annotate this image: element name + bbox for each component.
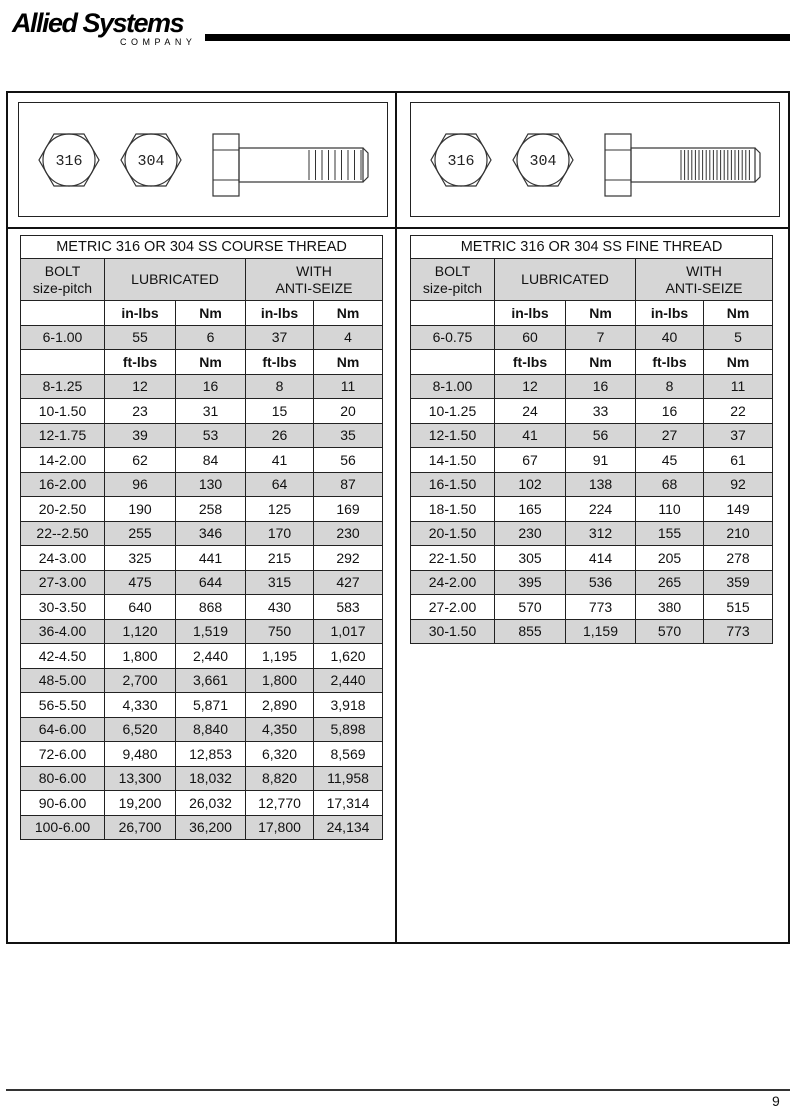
- torque-cell: 2,700: [105, 668, 176, 693]
- table-row: [21, 815, 383, 840]
- torque-cell: 773: [704, 619, 773, 644]
- torque-cell: 24: [495, 399, 566, 424]
- table-title: METRIC 316 OR 304 SS COURSE THREAD: [21, 236, 383, 259]
- col-header-bolt: BOLT size-pitch: [21, 259, 105, 301]
- unit-cell: Nm: [704, 350, 773, 375]
- table-row: [411, 497, 773, 522]
- col-header-anti-seize: WITH ANTI-SEIZE: [636, 259, 773, 301]
- bolt-size-cell: 22-1.50: [411, 546, 495, 571]
- torque-cell: 56: [314, 448, 383, 473]
- bolt-size-cell: 6-1.00: [21, 325, 105, 350]
- torque-cell: 230: [314, 521, 383, 546]
- bolt-size-cell: 12-1.50: [411, 423, 495, 448]
- bolt-drawing-coarse: [18, 102, 388, 217]
- torque-cell: 2,890: [246, 693, 314, 718]
- table-row: [21, 546, 383, 571]
- torque-cell: 33: [566, 399, 636, 424]
- col-header-lubricated: LUBRICATED: [105, 259, 246, 301]
- unit-cell: in-lbs: [636, 301, 704, 326]
- torque-cell: 6,520: [105, 717, 176, 742]
- torque-cell: 6: [176, 325, 246, 350]
- torque-cell: 41: [495, 423, 566, 448]
- unit-cell: Nm: [176, 301, 246, 326]
- bolt-size-cell: 80-6.00: [21, 766, 105, 791]
- bolt-size-cell: 14-2.00: [21, 448, 105, 473]
- units-row-in-lbs: [21, 301, 383, 326]
- table-row: [411, 570, 773, 595]
- torque-cell: 12: [105, 374, 176, 399]
- torque-cell: 395: [495, 570, 566, 595]
- torque-cell: 570: [636, 619, 704, 644]
- fine-thread-torque-table: [410, 235, 773, 644]
- torque-cell: 210: [704, 521, 773, 546]
- torque-cell: 1,159: [566, 619, 636, 644]
- torque-cell: 2,440: [314, 668, 383, 693]
- torque-cell: 23: [105, 399, 176, 424]
- table-row: [411, 374, 773, 399]
- torque-cell: 67: [495, 448, 566, 473]
- torque-cell: 16: [566, 374, 636, 399]
- table-row: [21, 497, 383, 522]
- col-header-lubricated: LUBRICATED: [495, 259, 636, 301]
- torque-cell: 149: [704, 497, 773, 522]
- bolt-drawing-fine: [410, 102, 780, 217]
- coarse-thread-torque-table: [20, 235, 383, 840]
- unit-cell: ft-lbs: [105, 350, 176, 375]
- torque-cell: 87: [314, 472, 383, 497]
- torque-cell: 4: [314, 325, 383, 350]
- torque-cell: 12,770: [246, 791, 314, 816]
- torque-cell: 8,840: [176, 717, 246, 742]
- torque-cell: 312: [566, 521, 636, 546]
- bolt-size-cell: 8-1.25: [21, 374, 105, 399]
- torque-cell: 17,800: [246, 815, 314, 840]
- torque-cell: 62: [105, 448, 176, 473]
- torque-cell: 215: [246, 546, 314, 571]
- torque-cell: 475: [105, 570, 176, 595]
- unit-cell: in-lbs: [105, 301, 176, 326]
- bolt-size-cell: 48-5.00: [21, 668, 105, 693]
- torque-cell: 17,314: [314, 791, 383, 816]
- torque-cell: 91: [566, 448, 636, 473]
- table-row: [411, 521, 773, 546]
- torque-cell: 31: [176, 399, 246, 424]
- torque-cell: 380: [636, 595, 704, 620]
- torque-cell: 45: [636, 448, 704, 473]
- unit-cell: Nm: [314, 301, 383, 326]
- unit-cell: ft-lbs: [495, 350, 566, 375]
- torque-cell: 868: [176, 595, 246, 620]
- torque-cell: 22: [704, 399, 773, 424]
- torque-cell: 9,480: [105, 742, 176, 767]
- units-blank: [21, 301, 105, 326]
- bolt-size-cell: 14-1.50: [411, 448, 495, 473]
- unit-cell: in-lbs: [495, 301, 566, 326]
- torque-cell: 16: [636, 399, 704, 424]
- page-number: 9: [772, 1093, 780, 1109]
- torque-cell: 11,958: [314, 766, 383, 791]
- torque-cell: 644: [176, 570, 246, 595]
- torque-cell: 24,134: [314, 815, 383, 840]
- bolt-size-cell: 6-0.75: [411, 325, 495, 350]
- table-row: [21, 693, 383, 718]
- bolt-size-cell: 12-1.75: [21, 423, 105, 448]
- torque-cell: 165: [495, 497, 566, 522]
- torque-cell: 1,620: [314, 644, 383, 669]
- col-header-bolt: BOLT size-pitch: [411, 259, 495, 301]
- torque-cell: 1,195: [246, 644, 314, 669]
- logo-subtitle: COMPANY: [120, 37, 197, 47]
- table-row: [411, 472, 773, 497]
- unit-cell: ft-lbs: [246, 350, 314, 375]
- bolt-size-cell: 30-1.50: [411, 619, 495, 644]
- torque-cell: 39: [105, 423, 176, 448]
- torque-cell: 41: [246, 448, 314, 473]
- footer-rule: [6, 1089, 790, 1091]
- torque-cell: 102: [495, 472, 566, 497]
- bolt-size-cell: 72-6.00: [21, 742, 105, 767]
- table-row: [21, 423, 383, 448]
- bolt-size-cell: 16-2.00: [21, 472, 105, 497]
- hex-label-304: 304: [529, 153, 557, 170]
- bolt-size-cell: 64-6.00: [21, 717, 105, 742]
- torque-cell: 68: [636, 472, 704, 497]
- torque-cell: 305: [495, 546, 566, 571]
- torque-cell: 230: [495, 521, 566, 546]
- bolt-size-cell: 18-1.50: [411, 497, 495, 522]
- torque-cell: 8,820: [246, 766, 314, 791]
- torque-cell: 37: [246, 325, 314, 350]
- table-row: [21, 521, 383, 546]
- unit-cell: Nm: [704, 301, 773, 326]
- bolt-size-cell: 22--2.50: [21, 521, 105, 546]
- bolt-size-cell: 56-5.50: [21, 693, 105, 718]
- torque-cell: 8: [636, 374, 704, 399]
- torque-cell: 315: [246, 570, 314, 595]
- hex-nut-304-icon: [513, 134, 573, 186]
- torque-cell: 3,918: [314, 693, 383, 718]
- table-row: [21, 668, 383, 693]
- table-row: [411, 619, 773, 644]
- unit-cell: Nm: [566, 350, 636, 375]
- table-row: [21, 717, 383, 742]
- torque-cell: 258: [176, 497, 246, 522]
- torque-cell: 37: [704, 423, 773, 448]
- torque-cell: 515: [704, 595, 773, 620]
- table-row: [411, 423, 773, 448]
- table-row: [411, 325, 773, 350]
- table-row: [21, 325, 383, 350]
- torque-cell: 427: [314, 570, 383, 595]
- bolt-size-cell: 27-2.00: [411, 595, 495, 620]
- table-row: [21, 472, 383, 497]
- bolt-side-view-icon: [213, 134, 368, 196]
- hex-nut-304-icon: [121, 134, 181, 186]
- hex-label-304: 304: [137, 153, 165, 170]
- torque-cell: 6,320: [246, 742, 314, 767]
- torque-cell: 1,017: [314, 619, 383, 644]
- torque-cell: 346: [176, 521, 246, 546]
- torque-cell: 292: [314, 546, 383, 571]
- center-divider: [395, 91, 397, 944]
- unit-cell: Nm: [314, 350, 383, 375]
- units-row-ft-lbs: [21, 350, 383, 375]
- table-row: [21, 742, 383, 767]
- header-rule: [205, 34, 790, 41]
- units-blank: [21, 350, 105, 375]
- torque-cell: 325: [105, 546, 176, 571]
- torque-cell: 359: [704, 570, 773, 595]
- table-row: [21, 766, 383, 791]
- bolt-size-cell: 90-6.00: [21, 791, 105, 816]
- units-blank: [411, 350, 495, 375]
- table-row: [411, 399, 773, 424]
- torque-cell: 1,120: [105, 619, 176, 644]
- torque-cell: 110: [636, 497, 704, 522]
- bolt-size-cell: 36-4.00: [21, 619, 105, 644]
- torque-cell: 36,200: [176, 815, 246, 840]
- unit-cell: Nm: [176, 350, 246, 375]
- units-blank: [411, 301, 495, 326]
- torque-cell: 430: [246, 595, 314, 620]
- torque-cell: 26,032: [176, 791, 246, 816]
- torque-cell: 265: [636, 570, 704, 595]
- torque-cell: 16: [176, 374, 246, 399]
- torque-cell: 8,569: [314, 742, 383, 767]
- torque-cell: 205: [636, 546, 704, 571]
- table-row: [21, 791, 383, 816]
- torque-cell: 255: [105, 521, 176, 546]
- drawing-separator: [6, 227, 790, 229]
- torque-cell: 84: [176, 448, 246, 473]
- torque-cell: 12,853: [176, 742, 246, 767]
- logo-wordmark: Allied Systems: [12, 8, 184, 38]
- torque-cell: 1,800: [246, 668, 314, 693]
- torque-cell: 570: [495, 595, 566, 620]
- torque-cell: 536: [566, 570, 636, 595]
- torque-cell: 35: [314, 423, 383, 448]
- torque-cell: 19,200: [105, 791, 176, 816]
- torque-cell: 13,300: [105, 766, 176, 791]
- table-row: [21, 595, 383, 620]
- torque-cell: 7: [566, 325, 636, 350]
- bolt-size-cell: 42-4.50: [21, 644, 105, 669]
- table-row: [411, 595, 773, 620]
- torque-cell: 1,519: [176, 619, 246, 644]
- torque-cell: 53: [176, 423, 246, 448]
- torque-cell: 3,661: [176, 668, 246, 693]
- unit-cell: in-lbs: [246, 301, 314, 326]
- bolt-size-cell: 10-1.25: [411, 399, 495, 424]
- bolt-size-cell: 8-1.00: [411, 374, 495, 399]
- torque-cell: 26: [246, 423, 314, 448]
- torque-cell: 583: [314, 595, 383, 620]
- torque-cell: 8: [246, 374, 314, 399]
- table-row: [21, 399, 383, 424]
- torque-cell: 55: [105, 325, 176, 350]
- hex-label-316: 316: [55, 153, 83, 170]
- torque-cell: 18,032: [176, 766, 246, 791]
- bolt-size-cell: 100-6.00: [21, 815, 105, 840]
- bolt-size-cell: 30-3.50: [21, 595, 105, 620]
- torque-cell: 130: [176, 472, 246, 497]
- bolt-side-view-icon: [605, 134, 760, 196]
- torque-cell: 61: [704, 448, 773, 473]
- hex-label-316: 316: [447, 153, 475, 170]
- torque-cell: 11: [704, 374, 773, 399]
- bolt-size-cell: 20-1.50: [411, 521, 495, 546]
- torque-cell: 5,871: [176, 693, 246, 718]
- units-row-in-lbs: [411, 301, 773, 326]
- unit-cell: ft-lbs: [636, 350, 704, 375]
- torque-cell: 224: [566, 497, 636, 522]
- torque-cell: 56: [566, 423, 636, 448]
- unit-cell: Nm: [566, 301, 636, 326]
- torque-cell: 5: [704, 325, 773, 350]
- table-row: [411, 448, 773, 473]
- torque-cell: 11: [314, 374, 383, 399]
- torque-cell: 26,700: [105, 815, 176, 840]
- torque-cell: 773: [566, 595, 636, 620]
- torque-cell: 190: [105, 497, 176, 522]
- units-row-ft-lbs: [411, 350, 773, 375]
- torque-cell: 155: [636, 521, 704, 546]
- table-row: [21, 448, 383, 473]
- bolt-size-cell: 16-1.50: [411, 472, 495, 497]
- torque-cell: 64: [246, 472, 314, 497]
- torque-cell: 169: [314, 497, 383, 522]
- bolt-size-cell: 24-2.00: [411, 570, 495, 595]
- torque-cell: 4,350: [246, 717, 314, 742]
- torque-cell: 40: [636, 325, 704, 350]
- table-row: [21, 374, 383, 399]
- torque-cell: 278: [704, 546, 773, 571]
- col-header-anti-seize: WITH ANTI-SEIZE: [246, 259, 383, 301]
- torque-cell: 20: [314, 399, 383, 424]
- table-row: [21, 619, 383, 644]
- torque-cell: 125: [246, 497, 314, 522]
- torque-cell: 855: [495, 619, 566, 644]
- bolt-size-cell: 24-3.00: [21, 546, 105, 571]
- table-row: [21, 644, 383, 669]
- torque-cell: 60: [495, 325, 566, 350]
- hex-nut-316-icon: [39, 134, 99, 186]
- torque-cell: 1,800: [105, 644, 176, 669]
- torque-cell: 4,330: [105, 693, 176, 718]
- torque-cell: 441: [176, 546, 246, 571]
- table-row: [411, 546, 773, 571]
- torque-cell: 5,898: [314, 717, 383, 742]
- hex-nut-316-icon: [431, 134, 491, 186]
- torque-cell: 96: [105, 472, 176, 497]
- torque-cell: 414: [566, 546, 636, 571]
- torque-cell: 2,440: [176, 644, 246, 669]
- table-row: [21, 570, 383, 595]
- table-title: METRIC 316 OR 304 SS FINE THREAD: [411, 236, 773, 259]
- bolt-size-cell: 27-3.00: [21, 570, 105, 595]
- torque-cell: 640: [105, 595, 176, 620]
- torque-cell: 15: [246, 399, 314, 424]
- bolt-size-cell: 20-2.50: [21, 497, 105, 522]
- bolt-size-cell: 10-1.50: [21, 399, 105, 424]
- torque-cell: 92: [704, 472, 773, 497]
- torque-cell: 27: [636, 423, 704, 448]
- torque-cell: 170: [246, 521, 314, 546]
- torque-cell: 750: [246, 619, 314, 644]
- torque-cell: 138: [566, 472, 636, 497]
- company-logo: [12, 8, 202, 48]
- torque-cell: 12: [495, 374, 566, 399]
